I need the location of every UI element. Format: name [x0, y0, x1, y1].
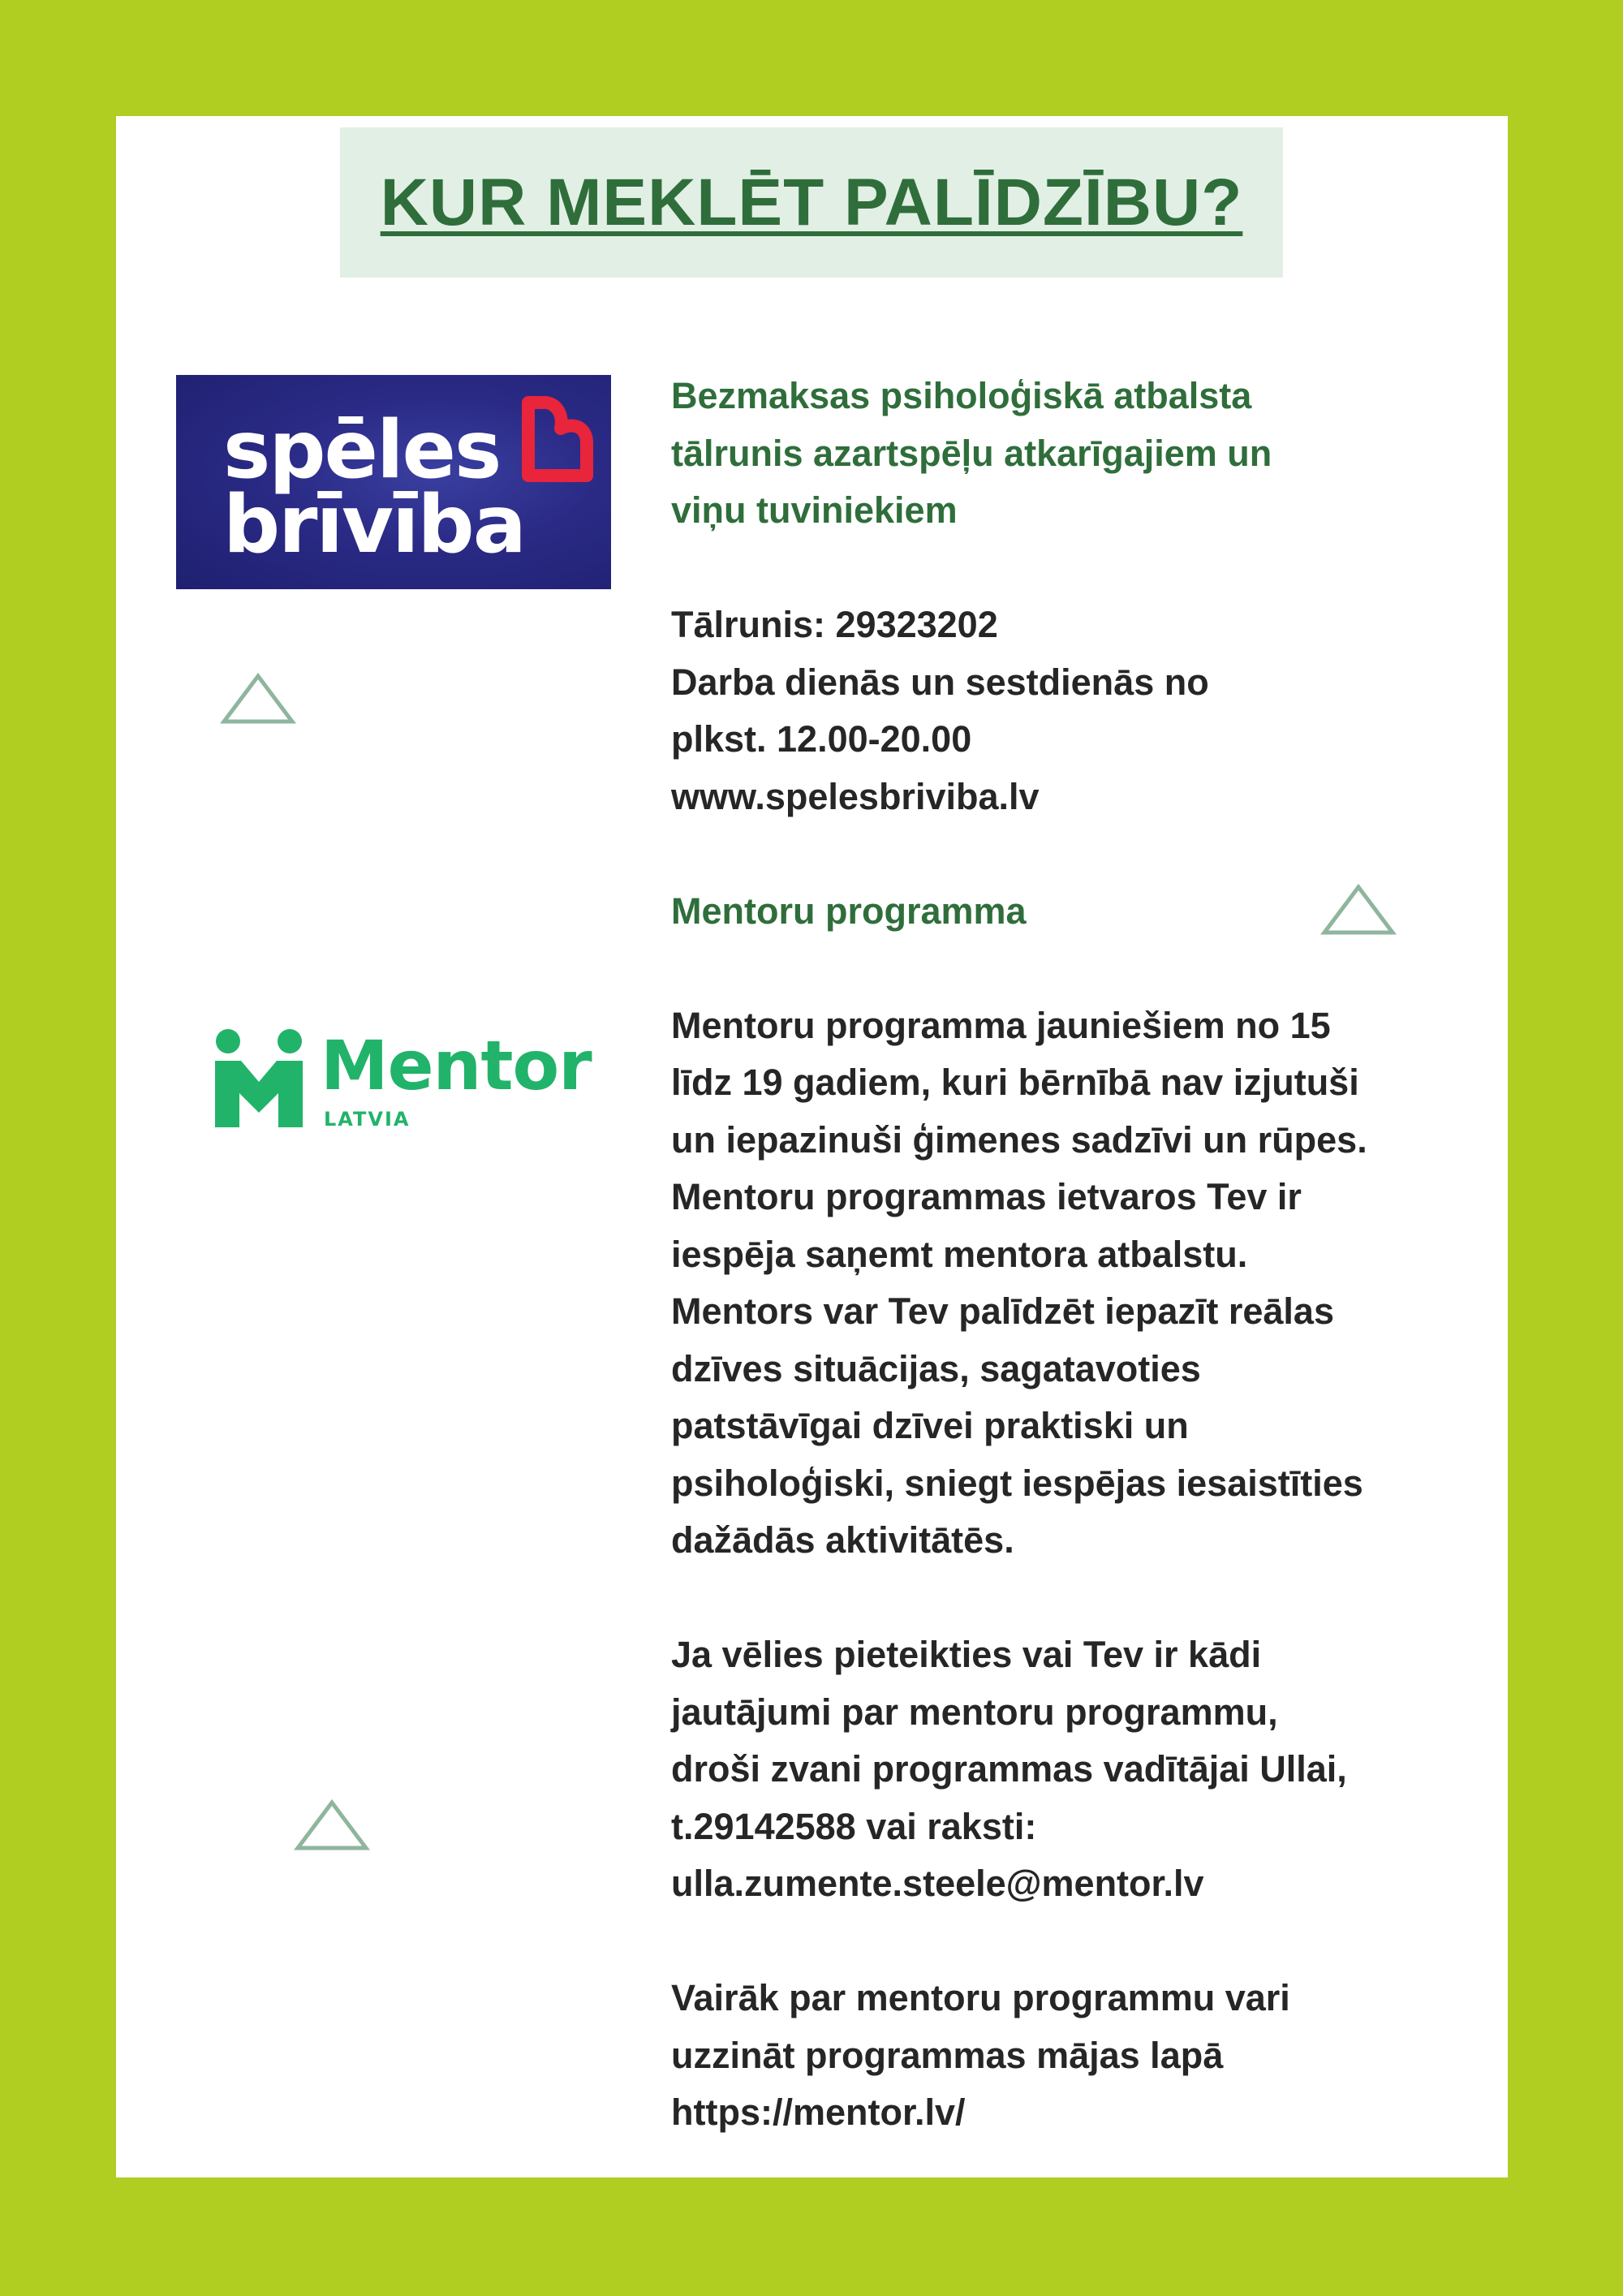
speles-hours: Darba dienās un sestdienās no plkst. 12.00-20.00: [671, 661, 1209, 760]
mentor-people-icon: [210, 1025, 316, 1131]
mentor-logo-sub: LATVIA: [324, 1108, 411, 1131]
content-column: [671, 368, 1491, 2142]
mentor-logo-word: Mentor: [321, 1026, 592, 1105]
mentor-description: Mentoru programma jauniešiem no 15 līdz 19 gadiem, kuri bērnībā nav izjutuši un iepazinuši ģimenes sadzīvi un rūpes. Mentoru programmas ietvaros Tev ir iespēja saņemt mentora atbalstu. Mentors var Tev palīdzēt iepazīt reālas dzīves situācijas, sagatavoties patstāvīgai dzīvei praktiski un psiholoģiski, sniegt iespējas iesaistīties dažādās aktivitātēs.: [671, 1004, 1367, 1561]
mentor-latvia-logo: [210, 1025, 592, 1139]
triangle-outline-icon: [220, 673, 296, 725]
speles-logo-line1: spēles: [223, 404, 501, 497]
mentor-heading: Mentoru programma: [671, 890, 1027, 932]
triangle-outline-icon: [294, 1799, 370, 1851]
mentor-contact: Ja vēlies pieteikties vai Tev ir kādi jautājumi par mentoru programmu, droši zvani programmas vadītājai Ullai, t.29142588 vai raksti: ulla.zumente.steele@mentor.lv: [671, 1634, 1347, 1904]
speles-logo-line2: brīvība: [223, 479, 525, 571]
title-banner: [340, 127, 1283, 278]
speles-briviba-logo: [176, 375, 611, 589]
page-title: KUR MEKLĒT PALĪDZĪBU?: [380, 165, 1243, 239]
speles-phone: Tālrunis: 29323202: [671, 604, 998, 645]
heart-icon: [517, 396, 598, 487]
speles-heading: Bezmaksas psiholoģiskā atbalsta tālrunis azartspēļu atkarīgajiem un viņu tuviniekiem: [671, 375, 1272, 531]
speles-website-link[interactable]: www.spelesbriviba.lv: [671, 775, 1040, 817]
flyer-card: [116, 116, 1508, 2178]
mentor-more-info: Vairāk par mentoru programmu vari uzzināt programmas mājas lapā https://mentor.lv/: [671, 1977, 1290, 2133]
